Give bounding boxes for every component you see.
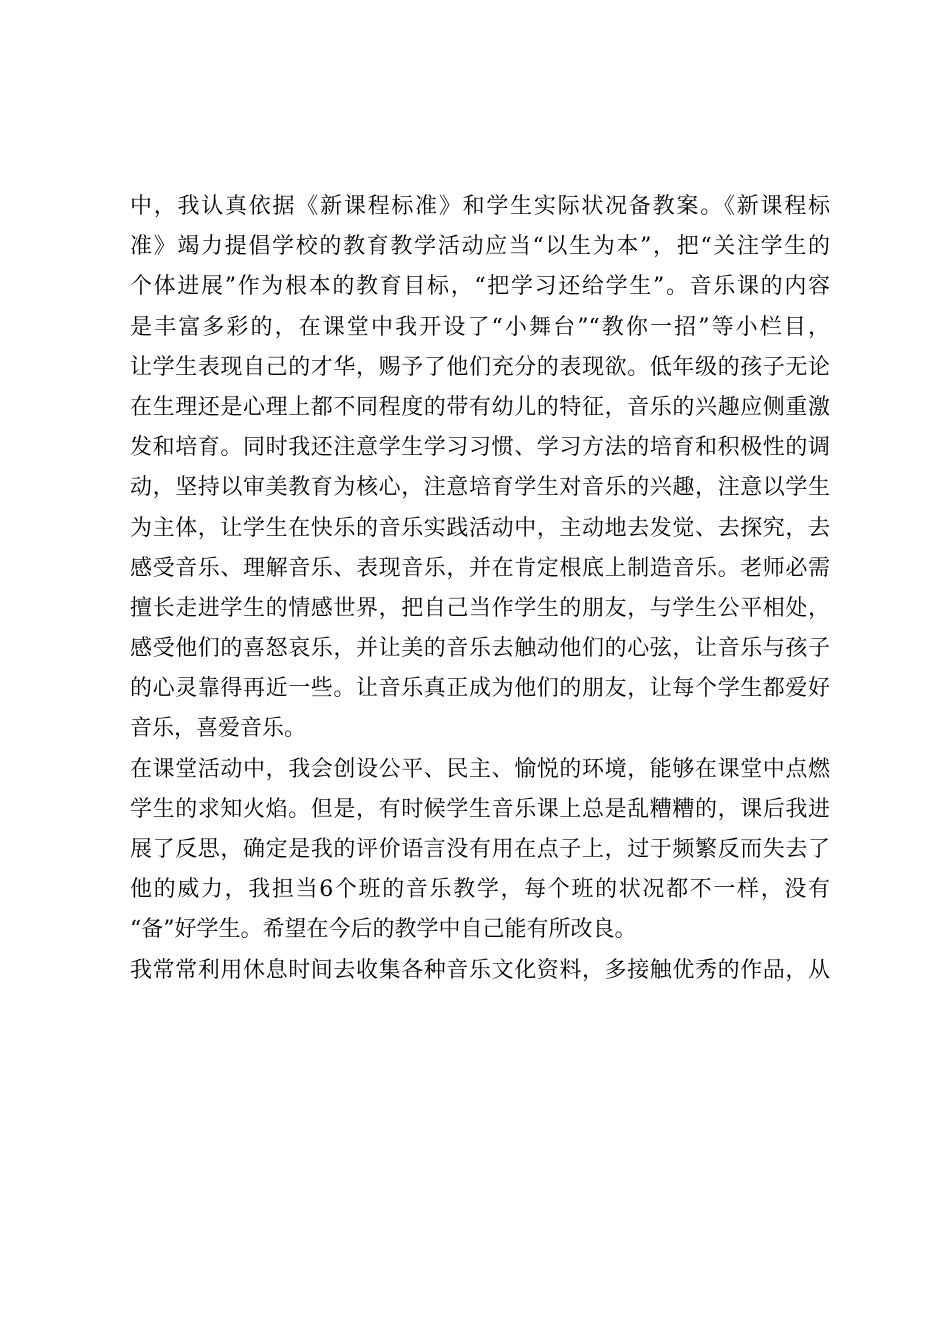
text-line: 音乐，喜爱音乐。 (130, 716, 307, 742)
text-line: 在生理还是心理上都不同程度的带有幼儿的特征，音乐的兴趣应侧重激 (130, 394, 830, 420)
text-line: 感受音乐、理解音乐、表现音乐，并在肯定根底上制造音乐。老师必需 (130, 555, 830, 581)
text-line: 发和培育。同时我还注意学生学习习惯、学习方法的培育和积极性的调 (130, 435, 830, 461)
text-line: 的心灵靠得再近一些。让音乐真正成为他们的朋友，让每个学生都爱好 (130, 676, 830, 702)
text-line: 准》竭力提倡学校的教育教学活动应当“以生为本”，把“关注学生的 (130, 234, 830, 260)
text-line: 他的威力，我担当6个班的音乐教学，每个班的状况都不一样，没有 (130, 877, 830, 903)
text-line: 中，我认真依据《新课程标准》和学生实际状况备教案。《新课程标 (130, 194, 830, 219)
text-line: 擅长走进学生的情感世界，把自己当作学生的朋友，与学生公平相处， (130, 595, 830, 621)
body-text (130, 187, 830, 991)
text-line: 我常常利用休息时间去收集各种音乐文化资料，多接触优秀的作品，从 (130, 957, 830, 983)
text-line: 在课堂活动中，我会创设公平、民主、愉悦的环境，能够在课堂中点燃 (130, 756, 830, 782)
text-line: 让学生表现自己的才华，赐予了他们充分的表现欲。低年级的孩子无论 (130, 354, 830, 380)
text-line: 学生的求知火焰。但是，有时候学生音乐课上总是乱糟糟的，课后我进 (130, 796, 830, 822)
text-line: 感受他们的喜怒哀乐，并让美的音乐去触动他们的心弦，让音乐与孩子 (130, 636, 830, 662)
text-line: “备”好学生。希望在今后的教学中自己能有所改良。 (130, 917, 637, 943)
text-line: 是丰富多彩的，在课堂中我开设了“小舞台”“教你一招”等小栏目， (130, 314, 830, 340)
text-line: 为主体，让学生在快乐的音乐实践活动中，主动地去发觉、去探究，去 (130, 515, 830, 541)
text-line: 展了反思，确定是我的评价语言没有用在点子上，过于频繁反而失去了 (130, 837, 830, 862)
text-line: 个体进展”作为根本的教育目标，“把学习还给学生”。音乐课的内容 (130, 274, 830, 300)
text-line: 动，坚持以审美教育为核心，注意培育学生对音乐的兴趣，注意以学生 (130, 475, 830, 501)
